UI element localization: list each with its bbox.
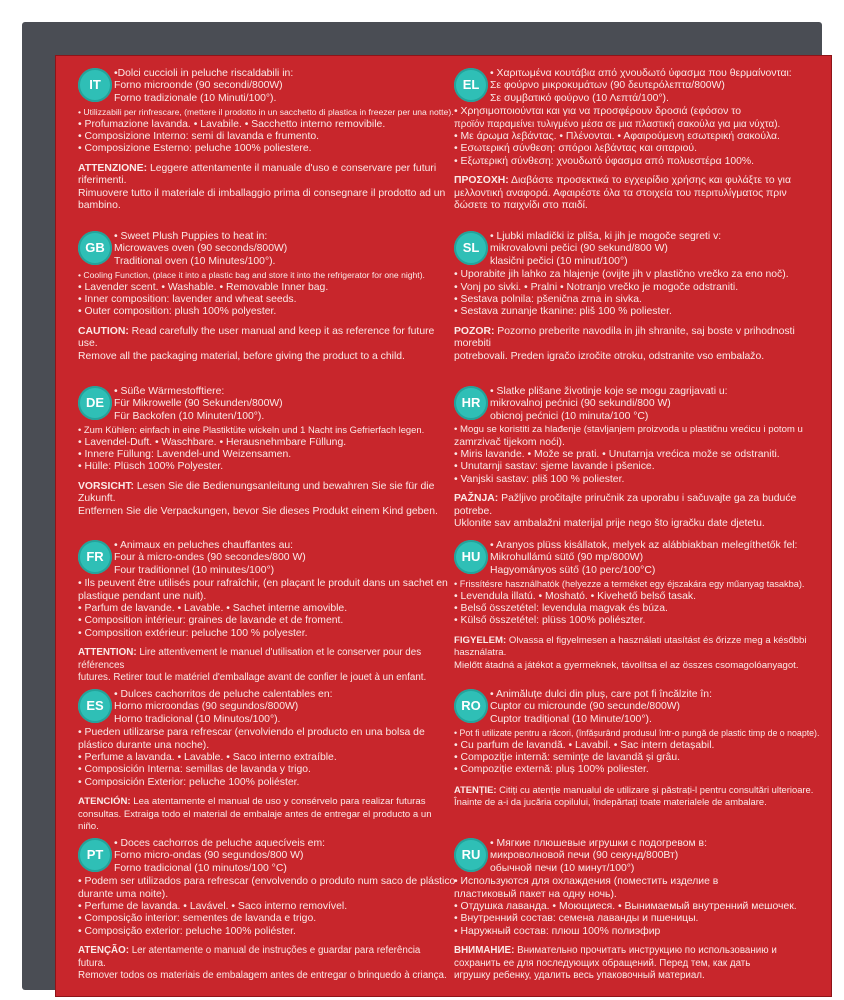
warning-text: ATTENTION: Lire attentivement le manuel d'utilisation et le conserver pour des références futures. Retirer tout le matériel d'emballage avant de confier le jouet à un enfant. [78, 647, 427, 684]
feature-line: • Composizione Esterno: peluche 100% poliestere. [78, 143, 312, 155]
feature-line: • Levendula illatú. • Mosható. • Kivehető belső tasak. [454, 590, 696, 602]
feature-line: durante uma noite). [78, 888, 169, 900]
language-badge-hu: HU [454, 540, 488, 574]
feature-line: • Belső összetétel: levendula magvak és búza. [454, 603, 668, 615]
feature-line: • Profumazione lavanda. • Lavabile. • Sacchetto interno removibile. [78, 118, 386, 130]
section-hr [454, 386, 824, 530]
language-badge-el: EL [454, 68, 488, 102]
section-de [78, 386, 448, 518]
feature-line: • Compoziție externă: pluș 100% poliester. [454, 764, 649, 776]
feature-line: • Используются для охлаждения (поместить изделие в [454, 876, 719, 888]
feature-line: plástico durante una noche). [78, 739, 210, 751]
section-title: • Dulces cachorritos de peluche calentables en: Horno microondas (90 segundos/800W) Horno tradicional (10 Minutos/100°). [114, 689, 333, 725]
feature-line: • Εσωτερική σύνθεση: σπόροι λεβάντας και σιταριού. [454, 143, 697, 155]
feature-line: • Наружный состав: плюш 100% полиэфир [454, 925, 661, 937]
section-title: • Slatke plišane životinje koje se mogu zagrijavati u: mikrovalnoj pećnici (90 sekundi/800 W) obicnoj pećnici (10 minuta/100 °C) [490, 386, 728, 422]
warning-text: ВНИМАНИЕ: Внимательно прочитать инструкцию по использованию и сохранить ее для последующих обращений. Перед тем, как дать игрушку ребенку, удалить весь упаковочный материал. [454, 945, 777, 982]
section-title: • Süße Wärmestofftiere: Für Mikrowelle (90 Sekunden/800W) Für Backofen (10 Minuten/100°). [114, 386, 283, 422]
warning-text: ATENȚIE: Citiți cu atenție manualul de utilizare și păstrați-l pentru consultări ulterioare. Înainte de a-i da jucăria copilului, îndepărtați toate materialele de ambalare. [454, 783, 814, 808]
feature-line: zamrzivač tijekom noći). [454, 436, 565, 448]
warning-text: PAŽNJA: Pažljivo pročitajte priručnik za uporabu i sačuvajte ga za buduće potrebe. Uklonite sav ambalažni materijal prije nego što igračku date djetetu. [454, 493, 797, 530]
feature-line: • Frissítésre használhatók (helyezze a terméket egy éjszakára egy műanyag tasakba). [454, 579, 805, 590]
feature-line: • Uporabite jih lahko za hlajenje (ovijte jih v plastično vrečko za eno noč). [454, 269, 789, 281]
language-badge-es: ES [78, 689, 112, 723]
language-badge-ro: RO [454, 689, 488, 723]
feature-line: • Composición Interna: semillas de lavanda y trigo. [78, 764, 311, 776]
feature-line: • Sestava zunanje tkanine: pliš 100 % poliester. [454, 306, 672, 318]
language-badge-fr: FR [78, 540, 112, 574]
section-title: • Sweet Plush Puppies to heat in: Microwaves oven (90 seconds/800W) Traditional oven (10 Minutes/100°). [114, 231, 288, 267]
section-ro [454, 689, 824, 809]
feature-line: • Innere Füllung: Lavendel-und Weizensamen. [78, 449, 292, 461]
feature-line: • Külső összetétel: plüss 100% poliészter. [454, 615, 646, 627]
language-badge-hr: HR [454, 386, 488, 420]
feature-line: • Pot fi utilizate pentru a răcori, (înfășurând produsul într-o pungă de plastic timp de o noapte). [454, 728, 820, 739]
feature-line: plastique pendant une nuit). [78, 590, 207, 602]
feature-line: • Cooling Function, (place it into a plastic bag and store it into the refrigerator for one night). [78, 270, 425, 281]
section-el [454, 68, 824, 212]
feature-line: • Lavender scent. • Washable. • Removable Inner bag. [78, 281, 329, 293]
warning-text: ATENÇÃO: Ler atentamente o manual de instruções e guardar para referência futura. Remover todos os materiais de embalagem antes de entregar o brinquedo à criança. [78, 945, 447, 982]
language-badge-gb: GB [78, 231, 112, 265]
feature-line: • Pueden utilizarse para refrescar (envolviendo el producto en una bolsa de [78, 727, 425, 739]
warning-text: POZOR: Pozorno preberite navodila in jih shranite, saj boste v prihodnosti morebiti potrebovali. Preden igračo izročite otroku, odstranite vso embalažo. [454, 325, 795, 362]
feature-line: • Composition extérieur: peluche 100 % polyester. [78, 627, 308, 639]
feature-line: • Με άρωμα λεβάντας. • Πλένονται. • Αφαιρούμενη εσωτερική σακούλα. [454, 131, 780, 143]
feature-line: • Zum Kühlen: einfach in eine Plastiktüte wickeln und 1 Nacht ins Gefrierfach legen. [78, 424, 425, 436]
section-pt [78, 838, 456, 982]
section-ru [454, 838, 824, 982]
feature-line: • Отдушка лаванда. • Моющиеся. • Вынимаемый внутренний мешочек. [454, 901, 797, 913]
feature-line: • Composición Exterior: peluche 100% poliéster. [78, 776, 300, 788]
feature-line: • Composition intérieur: graines de lavande et de froment. [78, 615, 344, 627]
warning-text: VORSICHT: Lesen Sie die Bedienungsanleitung und bewahren Sie sie für die Zukunft. Entfernen Sie die Verpackungen, bevor Sie dieses Produkt einem Kind geben. [78, 480, 438, 517]
feature-line: • Inner composition: lavender and wheat seeds. [78, 294, 297, 306]
warning-text: ATTENZIONE: Leggere attentamente il manuale d'uso e conservare per futuri riferimenti. Rimuovere tutto il materiale di imballaggio prima di consegnare il prodotto ad un bambino. [78, 162, 446, 212]
language-badge-ru: RU [454, 838, 488, 872]
section-sl [454, 231, 824, 363]
section-hu [454, 540, 824, 672]
feature-line: • Perfume a lavanda. • Lavable. • Saco interno extraíble. [78, 752, 337, 764]
feature-line: • Vanjski sastav: pliš 100 % poliester. [454, 473, 625, 485]
package-box [22, 22, 822, 990]
feature-line: пластиковый пакет на одну ночь). [454, 888, 617, 900]
feature-line: • Ils peuvent être utilisés pour rafraîchir, (en plaçant le produit dans un sachet en [78, 578, 448, 590]
feature-line: • Perfume de lavanda. • Lavável. • Saco interno removível. [78, 901, 348, 913]
section-title: • Мягкие плюшевые игрушки с подогревом в: микроволновой печи (90 секунд/800Вт) обычной печи (10 минут/100°) [490, 838, 707, 874]
language-badge-it: IT [78, 68, 112, 102]
feature-line: • Lavendel-Duft. • Waschbare. • Herausnehmbare Füllung. [78, 436, 347, 448]
section-title: • Ljubki mladički iz pliša, ki jih je mogoče segreti v: mikrovalovni pečici (90 sekund/800 W) klasični pečici (10 minut/100°) [490, 231, 722, 267]
warning-text: CAUTION: Read carefully the user manual and keep it as reference for future use. Remove all the packaging material, before giving the product to a child. [78, 325, 435, 362]
feature-line: προϊόν παραμείνει τυλιγμένο μέσα σε μια πλαστική σακούλα για μια νύχτα). [454, 118, 781, 130]
feature-line: • Mogu se koristiti za hlađenje (stavljanjem proizvoda u plastičnu vrećicu i potom u [454, 424, 803, 436]
feature-line: • Podem ser utilizados para refrescar (envolvendo o produto num saco de plástico [78, 876, 456, 888]
section-title: • Animăluțe dulci din pluș, care pot fi încălzite în: Cuptor cu microunde (90 secunde/800W) Cuptor tradițional (10 Minute/100°). [490, 689, 712, 725]
feature-line: • Utilizzabili per rinfrescare, (mettere il prodotto in un sacchetto di plastica in freezer per una notte). [78, 107, 454, 118]
section-title: •Dolci cuccioli in peluche riscaldabili in: Forno microonde (90 secondi/800W) Forno tradizionale (10 Minuti/100°). [114, 68, 294, 104]
warning-text: ΠΡΟΣΟΧΗ: Διαβάστε προσεκτικά το εγχειρίδιο χρήσης και φυλάξτε το για μελλοντική αναφορά. Αφαιρέστε όλα τα στοιχεία του περιτυλίγματος πριν δώσετε το παιχνίδι στο παιδί. [454, 175, 791, 212]
feature-line: • Vonj po sivki. • Pralni • Notranjo vrečko je mogoče odstraniti. [454, 281, 739, 293]
section-title: • Aranyos plüss kisállatok, melyek az alábbiakban melegíthetők fel: Mikrohullámú sütő (90 mp/800W) Hagyományos sütő (10 perc/100°C) [490, 540, 798, 576]
section-title: • Χαριτωμένα κουτάβια από χνουδωτό ύφασμα που θερμαίνονται: Σε φούρνο μικροκυμάτων (90 δευτερόλεπτα/800W) Σε συμβατικό φούρνο (10 Λεπτά/100°). [490, 68, 792, 104]
feature-line: • Cu parfum de lavandă. • Lavabil. • Sac intern detașabil. [454, 739, 715, 751]
feature-line: • Parfum de lavande. • Lavable. • Sachet interne amovible. [78, 603, 348, 615]
feature-line: • Compoziție internă: semințe de lavandă și grâu. [454, 752, 681, 764]
language-badge-pt: PT [78, 838, 112, 872]
section-it [78, 68, 454, 212]
feature-line: • Внутренний состав: семена лаванды и пшеницы. [454, 913, 699, 925]
feature-line: • Outer composition: plush 100% polyester. [78, 306, 277, 318]
section-fr [78, 540, 448, 684]
language-badge-de: DE [78, 386, 112, 420]
warning-text: ATENCIÓN: Lea atentamente el manual de uso y consérvelo para realizar futuras consultas. Extraiga todo el material de embalaje antes de entregar el producto a un niño. [78, 796, 432, 833]
feature-line: • Εξωτερική σύνθεση: χνουδωτό ύφασμα από πολυεστέρα 100%. [454, 155, 755, 167]
feature-line: • Composição interior: sementes de lavanda e trigo. [78, 913, 317, 925]
warning-text: FIGYELEM: Olvassa el figyelmesen a használati utasítást és őrizze meg a későbbi használatra. Mielőtt átadná a játékot a gyermeknek, távolítsa el az összes csomagolóanyagot. [454, 634, 807, 671]
feature-line: • Hülle: Plüsch 100% Polyester. [78, 461, 224, 473]
section-title: • Doces cachorros de peluche aquecíveis em: Forno micro-ondas (90 segundos/800 W) Forno tradicional (10 minutos/100 °C) [114, 838, 325, 874]
feature-line: • Χρησιμοποιούνται και για να προσφέρουν δροσιά (εφόσον το [454, 106, 741, 118]
feature-line: • Composição exterior: peluche 100% poliéster. [78, 925, 296, 937]
section-es [78, 689, 448, 833]
section-gb [78, 231, 448, 363]
label-panel [55, 55, 832, 997]
language-badge-sl: SL [454, 231, 488, 265]
feature-line: • Sestava polnila: pšenična zrna in sivka. [454, 294, 642, 306]
feature-line: • Miris lavande. • Može se prati. • Unutarnja vrećica može se odstraniti. [454, 449, 780, 461]
section-title: • Animaux en peluches chauffantes au: Four à micro-ondes (90 secondes/800 W) Four traditionnel (10 minutes/100°) [114, 540, 306, 576]
feature-line: • Composizione Interno: semi di lavanda e frumento. [78, 131, 320, 143]
feature-line: • Unutarnji sastav: sjeme lavande i pšenice. [454, 461, 655, 473]
